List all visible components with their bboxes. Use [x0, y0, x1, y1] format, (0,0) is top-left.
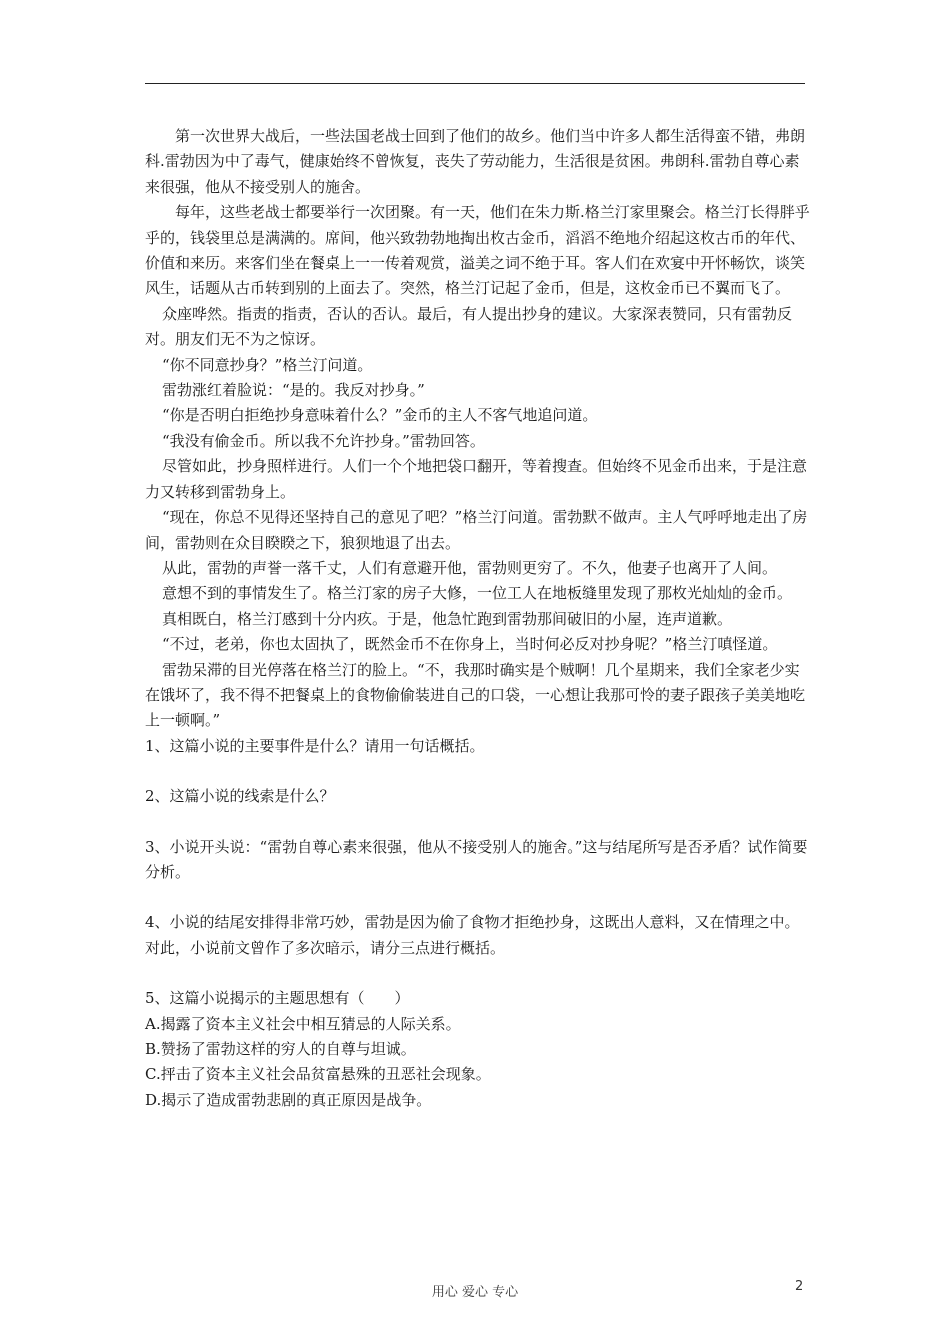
passage-paragraph: 真相既白，格兰汀感到十分内疚。于是，他急忙跑到雷勃那间破旧的小屋，连声道歉。	[162, 609, 733, 628]
passage-paragraph: 从此，雷勃的声誉一落千丈，人们有意避开他，雷勃则更穷了。不久，他妻子也离开了人间。	[162, 558, 778, 577]
passage-paragraph: 每年，这些老战士都要举行一次团聚。有一天，他们在朱力斯.格兰汀家里聚会。格兰汀长得胖乎乎的，钱袋里总是满满的。席间，他兴致勃勃地掏出枚古金币，滔滔不绝地介绍起这枚古币的年代、价值和来历。来客们坐在餐桌上一一传着观赏，溢美之词不绝于耳。客人们在欢宴中开怀畅饮，谈笑风生，话题从古币转到别的上面去了。突然，格兰汀记起了金币，但是，这枚金币已不翼而飞了。	[145, 203, 810, 298]
passage-paragraph: 雷勃呆滞的目光停落在格兰汀的脸上。“不，我那时确实是个贼啊！几个星期来，我们全家老少实在饿坏了，我不得不把餐桌上的食物偷偷装进自己的口袋，一心想让我那可怜的妻子跟孩子美美地吃上一顿啊。”	[145, 660, 806, 730]
passage-paragraph: 尽管如此，抄身照样进行。人们一个个地把袋口翻开，等着搜查。但始终不见金币出来，于是注意力又转移到雷勃身上。	[145, 457, 808, 501]
page-number: 2	[795, 1279, 804, 1294]
question-3: 3、小说开头说：“雷勃自尊心素来很强，他从不接受别人的施舍。”这与结尾所写是否矛盾？试作简要分析。	[145, 837, 808, 881]
option-a: A.揭露了资本主义社会中相互猜忌的人际关系。	[145, 1014, 461, 1033]
passage-paragraph: “你不同意抄身？”格兰汀问道。	[162, 355, 373, 374]
passage-paragraph: 雷勃涨红着脸说：“是的。我反对抄身。”	[162, 381, 425, 400]
passage-paragraph: “不过，老弟，你也太固执了，既然金币不在你身上，当时何必反对抄身呢？”格兰汀嗔怪道。	[162, 635, 778, 654]
passage-paragraph: 第一次世界大战后，一些法国老战士回到了他们的故乡。他们当中许多人都生活得蛮不错，弗朗科.雷勃因为中了毒气，健康始终不曾恢复，丧失了劳动能力，生活很是贫困。弗朗科.雷勃自尊心素来很强，他从不接受别人的施舍。	[145, 127, 806, 196]
question-5: 5、这篇小说揭示的主题思想有（ ）	[145, 989, 410, 1008]
passage-paragraph: “现在，你总不见得还坚持自己的意见了吧？”格兰汀问道。雷勃默不做声。主人气呼呼地走出了房间，雷勃则在众目睽睽之下，狼狈地退了出去。	[145, 508, 808, 552]
option-d: D.揭示了造成雷勃悲剧的真正原因是战争。	[145, 1090, 432, 1109]
document-body	[145, 124, 813, 1113]
passage-paragraph: 众座哗然。指责的指责，否认的否认。最后，有人提出抄身的建议。大家深表赞同，只有雷勃反对。朋友们无不为之惊讶。	[145, 304, 793, 349]
option-c: C.抨击了资本主义社会品贫富悬殊的丑恶社会现象。	[145, 1065, 491, 1084]
passage-paragraph: “你是否明白拒绝抄身意味着什么？”金币的主人不客气地追问道。	[162, 406, 598, 425]
header-rule	[145, 83, 805, 84]
question-2: 2、这篇小说的线索是什么？	[145, 787, 335, 806]
question-4: 4、小说的结尾安排得非常巧妙，雷勃是因为偷了食物才拒绝抄身，这既出人意料，又在情理之中。对此，小说前文曾作了多次暗示，请分三点进行概括。	[145, 913, 800, 957]
passage-paragraph: “我没有偷金币。所以我不允许抄身。”雷勃回答。	[162, 431, 485, 450]
option-b: B.赞扬了雷勃这样的穷人的自尊与坦诚。	[145, 1040, 416, 1058]
passage-paragraph: 意想不到的事情发生了。格兰汀家的房子大修，一位工人在地板缝里发现了那枚光灿灿的金币。	[162, 584, 793, 603]
footer-motto: 用心 爱心 专心	[431, 1285, 519, 1300]
question-1: 1、这篇小说的主要事件是什么？请用一句话概括。	[145, 736, 485, 755]
